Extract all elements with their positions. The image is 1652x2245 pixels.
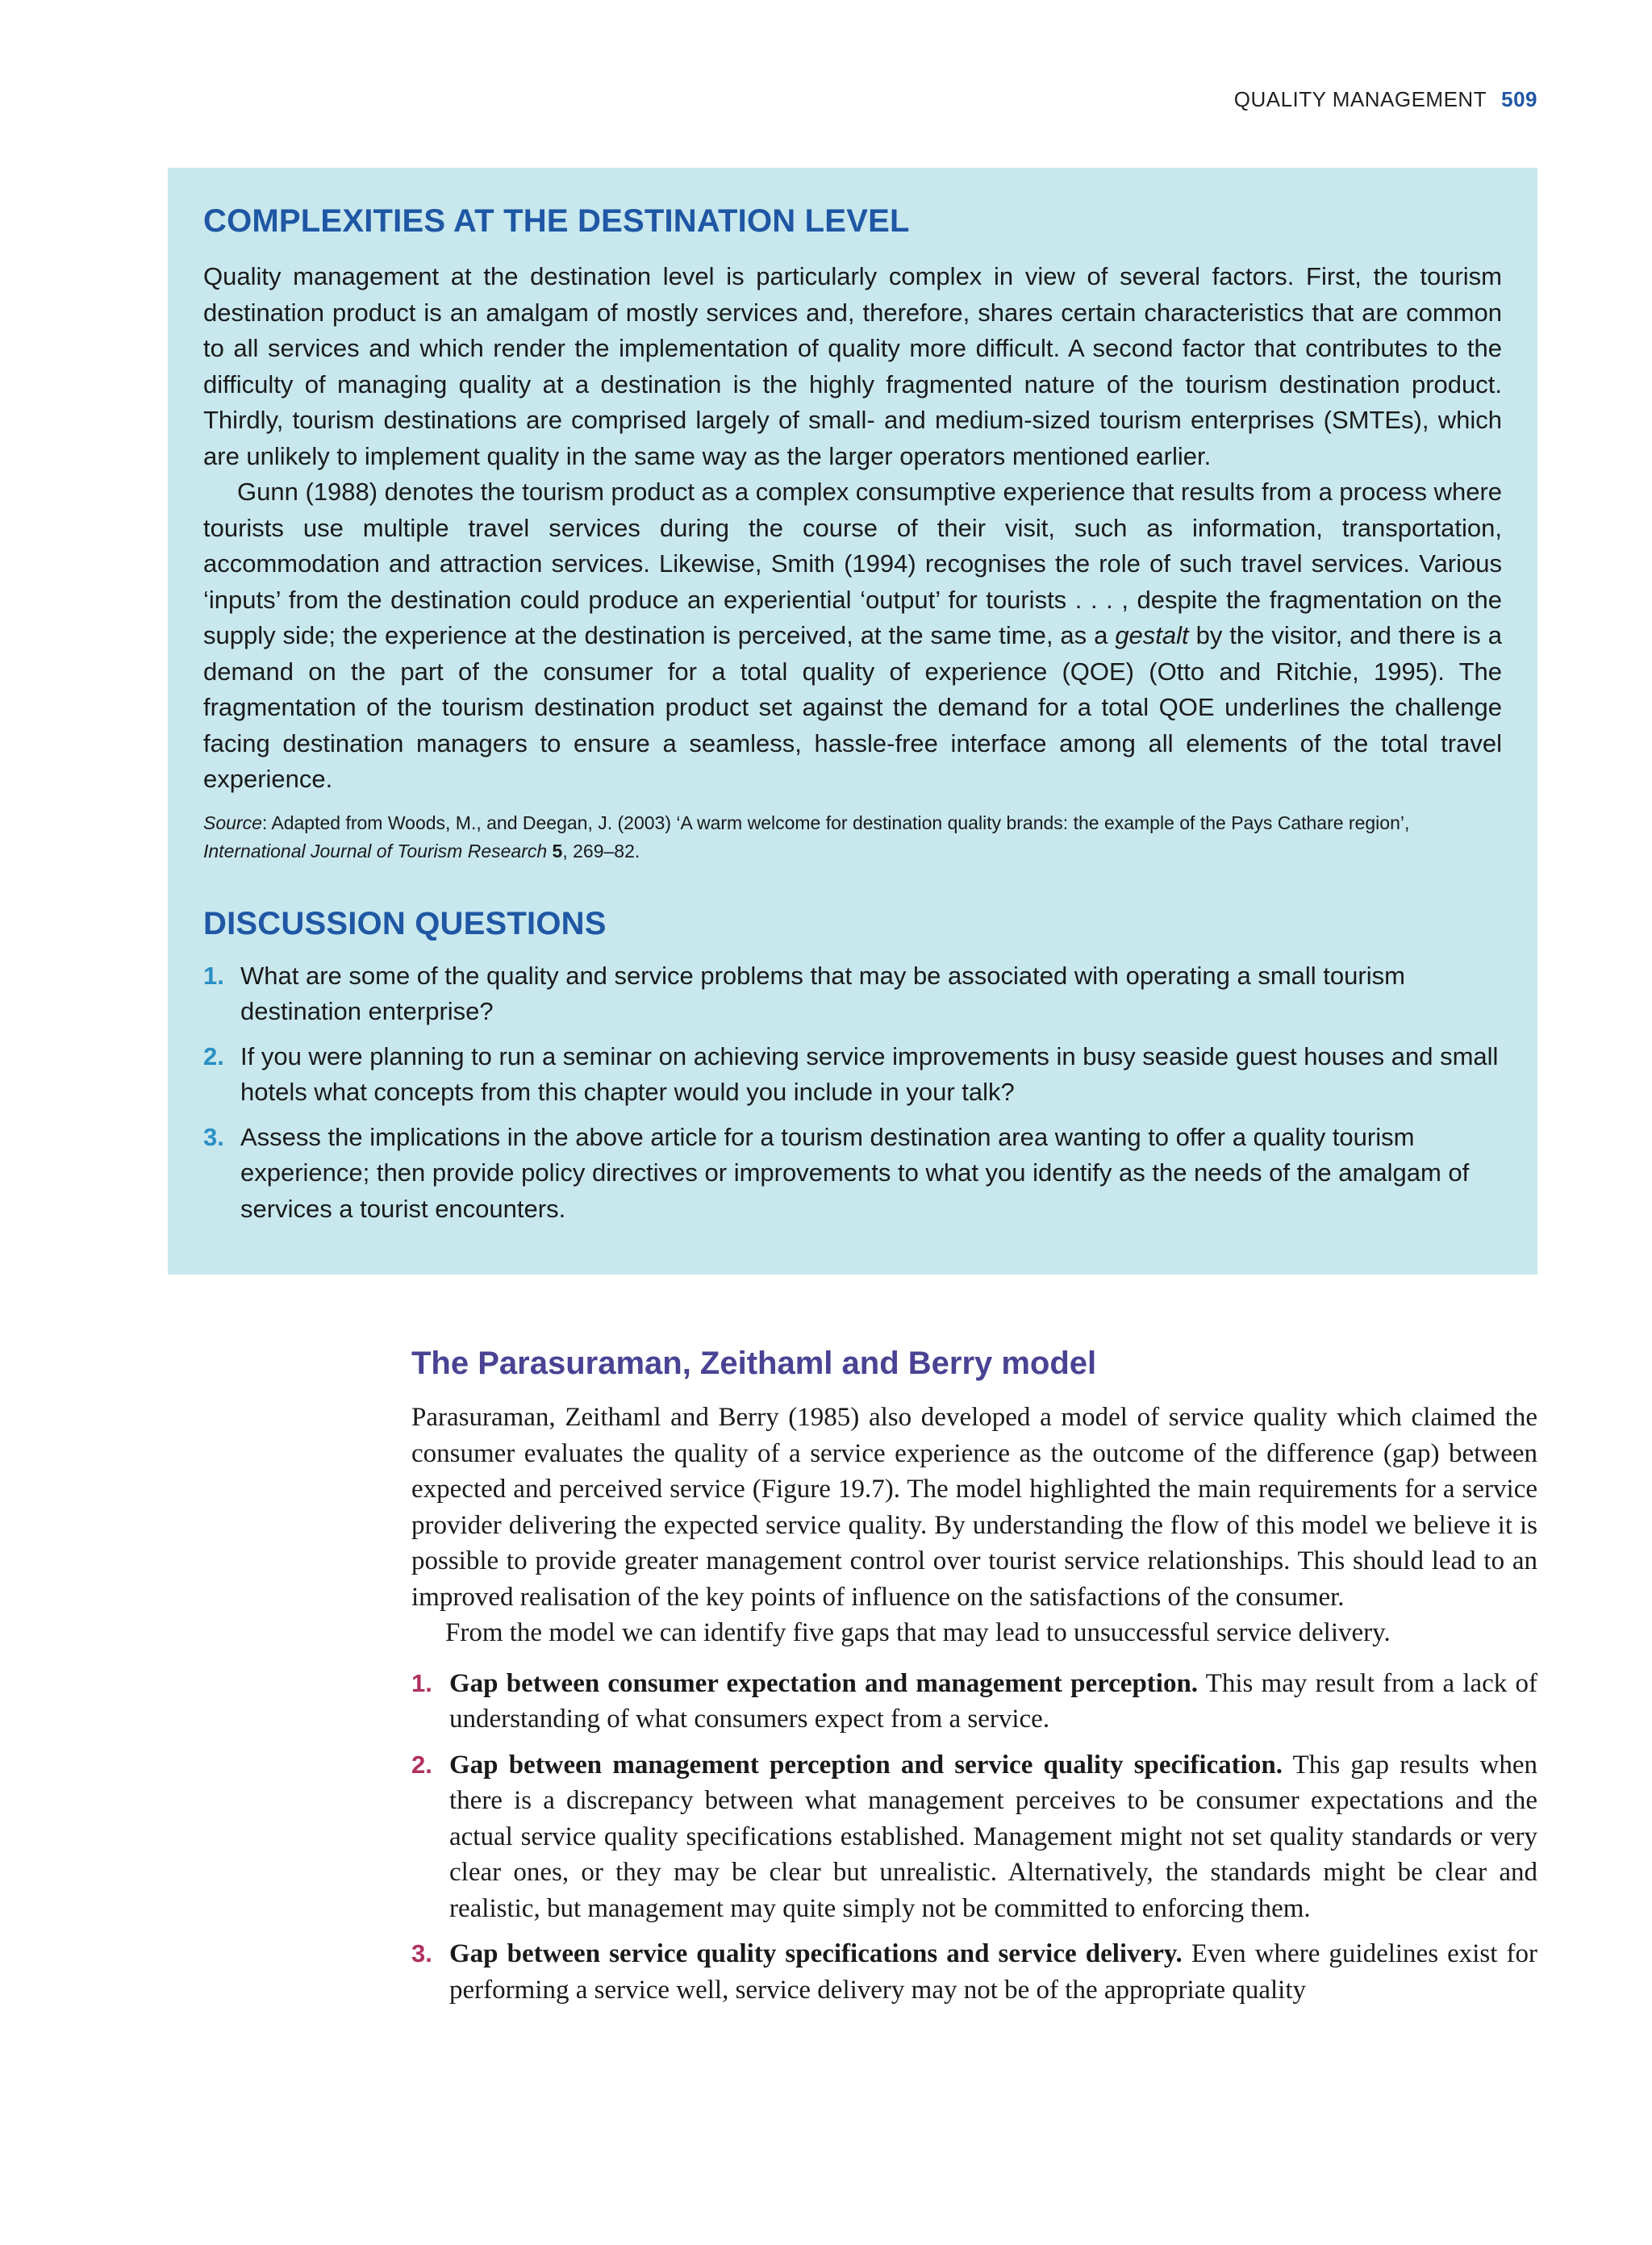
gap-text: Even where guidelines exist for performing a service well, service delivery may not be of the appropriate quality [449,1939,1537,2005]
body-paragraph-2: From the model we can identify five gaps that may lead to unsuccessful service delivery. [445,1618,1391,1647]
running-header [1234,87,1537,112]
case-paragraph-2-part-a: Gunn (1988) denotes the tourism product as a complex consumptive experience that results from a process where tourists use multiple travel services during the course of their visit, such as information, transportation, accommodation and attraction services. Likewise, Smith (1994) recognises the role of such travel services. Various ‘inputs’ from the destination could produce an experiential ‘output’ for tourists . . . , despite the fragmentation on the supply side; the experience at the destination is perceived, at the same time, as a [203,478,1503,649]
case-study-title: COMPLEXITIES AT THE DESTINATION LEVEL [203,203,910,239]
gap-number: 3. [411,1939,432,1968]
discussion-question [203,958,1502,1030]
source-text: : Adapted from Woods, M., and Deegan, J. (2003) ‘A warm welcome for destination quality brands: the example of the Pays Cathare region’, [261,812,1410,833]
gap-item [411,1666,1537,1738]
discussion-question [203,1120,1502,1228]
gap-list [411,1666,1537,2009]
question-number: 1. [203,961,224,990]
case-paragraph-2 [203,474,1502,798]
gap-text: This gap results when there is a discrepancy between what management perceives to be consumer expectations and the actual service quality specifications established. Management might not set quality standards or very clear ones, or they may be clear but unrealistic. Alternatively, the standards might be clear and realistic, but management may quite simply not be committed to enforcing them. [449,1750,1538,1923]
case-paragraph-1: Quality management at the destination level is particularly complex in view of several factors. First, the tourism destination product is an amalgam of mostly services and, therefore, shares certain characteristics that are common to all services and which render the implementation of quality more difficult. A second factor that contributes to the difficulty of managing quality at a destination is the highly fragmented nature of the tourism destination product. Thirdly, tourism destinations are comprised largely of small- and medium-sized tourism enterprises (SMTEs), which are unlikely to implement quality in the same way as the larger operators mentioned earlier. [203,262,1502,470]
source-pages: , 269–82. [562,840,640,862]
source-label: Source [203,812,262,833]
question-number: 2. [203,1041,224,1070]
gap-item [411,1747,1537,1927]
running-title: QUALITY MANAGEMENT [1233,87,1487,111]
question-text: If you were planning to run a seminar on achieving service improvements in busy seaside guest houses and small hotels what concepts from this chapter would you include in your talk? [240,1041,1499,1106]
main-text-section [411,1346,1537,2018]
discussion-question-list [203,958,1502,1228]
question-number: 3. [203,1122,224,1151]
source-note [203,809,1502,866]
source-journal: International Journal of Tourism Research [203,840,548,862]
section-heading: The Parasuraman, Zeithaml and Berry model [411,1346,1097,1381]
case-paragraph-2-part-b: by the visitor, and there is a demand on the part of the consumer for a total quality of experience (QOE) (Otto and Ritchie, 1995). The fragmentation of the tourism destination product set against the demand for a total QOE underlines the challenge facing destination managers to ensure a seamless, hassle-free interface among all elements of the total travel experience. [203,621,1502,793]
question-text: Assess the implications in the above article for a tourism destination area wanting to offer a quality tourism experience; then provide policy directives or improvements to what you identify as the needs of the amalgam of services a tourist encounters. [240,1122,1470,1223]
question-text: What are some of the quality and service problems that may be associated with operating a small tourism destination enterprise? [240,961,1405,1025]
case-study-box [168,168,1537,1275]
gap-title: Gap between service quality specifications and service delivery. [449,1939,1183,1968]
gap-title: Gap between consumer expectation and management perception. [449,1668,1199,1698]
source-volume: 5 [552,840,563,862]
discussion-question [203,1039,1502,1111]
gap-text: This may result from a lack of understanding of what consumers expect from a service. [449,1668,1537,1734]
page-number: 509 [1501,87,1537,111]
gap-number: 1. [411,1668,432,1697]
gap-item [411,1936,1537,2008]
case-paragraph-2-italic: gestalt [1115,621,1189,649]
gap-title: Gap between management perception and service quality specification. [449,1750,1283,1780]
gap-number: 2. [411,1750,432,1779]
discussion-title: DISCUSSION QUESTIONS [203,905,607,941]
body-paragraph-1: Parasuraman, Zeithaml and Berry (1985) also developed a model of service quality which claimed the consumer evaluates the quality of a service experience as the outcome of the difference (gap) between expected and perceived service (Figure 19.7). The model highlighted the main requirements for a service provider delivering the expected service quality. By understanding the flow of this model we believe it is possible to provide greater management control over tourist service relationships. This should lead to an improved realisation of the key points of influence on the satisfactions of the consumer. [411,1403,1537,1612]
